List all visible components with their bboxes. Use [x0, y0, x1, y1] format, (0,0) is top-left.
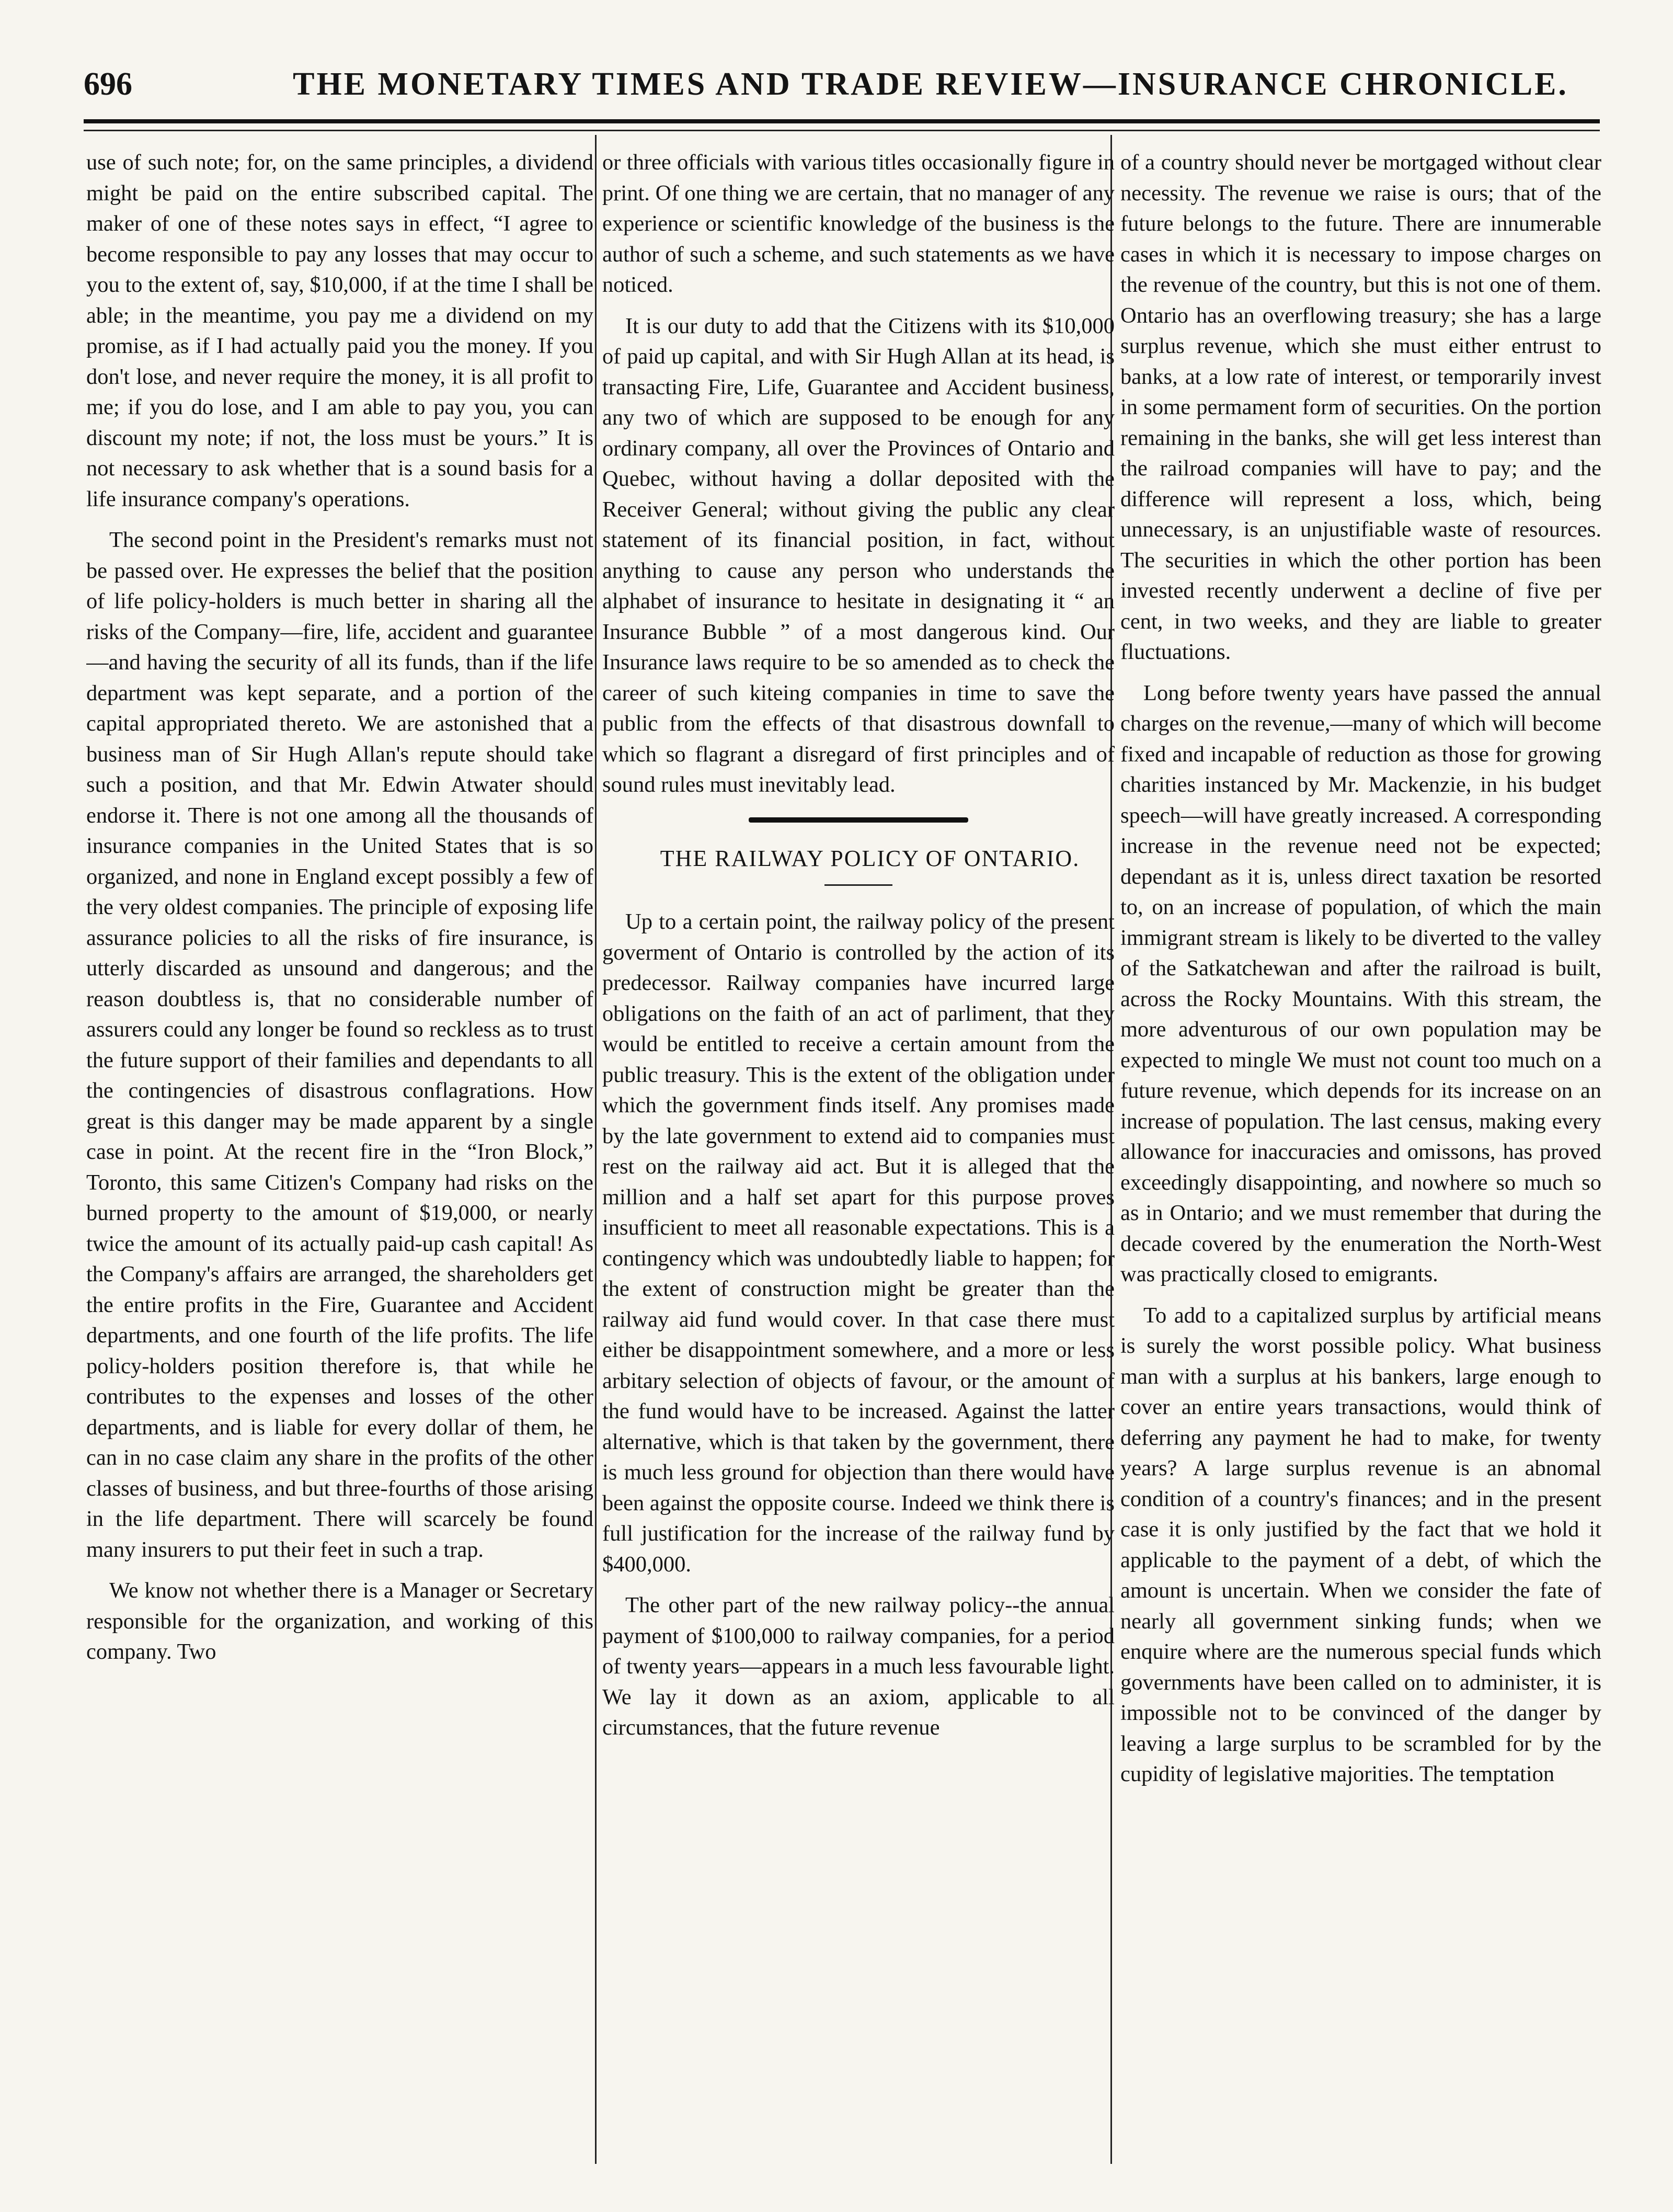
column-3 — [1120, 147, 1601, 2171]
paragraph: Up to a certain point, the railway policy of the present goverment of Ontario is controlled by the action of its predecessor. Railway companies have incurred large obligations on the faith of an act of parliment, that they would be entitled to receive a certain amount from the public treasury. This is the extent of the obligation under which the government finds itself. Any promises made by the late government to extend aid to companies must rest on the railway aid act. But it is alleged that the million and a half set apart for this purpose proves insufficient to meet all reasonable expectations. This is a contingency which was undoubtedly liable to happen; for the extent of construction might be greater than the railway aid fund would cover. In that case there must either be disappointment somewhere, and a more or less arbitary selection of objects of favour, or the amount of the fund would have to be increased. Against the latter alternative, which is that taken by the government, there is much less ground for objection than there would have been against the opposite course. Indeed we think there is full justification for the increase of the railway fund by $400,000. — [602, 909, 1115, 1577]
section-heading: THE RAILWAY POLICY OF ONTARIO. — [660, 845, 1080, 871]
column-1 — [86, 147, 593, 2171]
paragraph: use of such note; for, on the same principles, a dividend might be paid on the entire subscribed capital. The maker of one of these notes says in effect, “I agree to become responsible to pay any losses that may occur to you to the extent of, say, $10,000, if at the time I shall be able; in the meantime, you pay me a dividend on my promise, as if I had actually paid you the money. If you don't lose, and never require the money, it is all profit to me; if you do lose, and I am able to pay you, you can discount my note; if not, the loss must be yours.” It is not necessary to ask whether that is a sound basis for a life insurance company's operations. — [86, 150, 593, 511]
section-ornament — [749, 817, 968, 823]
publication-title: THE MONETARY TIMES AND TRADE REVIEW—INSURANCE CHRONICLE. — [293, 66, 1568, 102]
paragraph: The other part of the new railway policy--the annual payment of $100,000 to railway companies, for a period of twenty years—appears in a much less favourable light. We lay it down as an axiom, applicable to all circumstances, that the future revenue — [602, 1593, 1115, 1740]
page-number: 696 — [84, 66, 132, 102]
header-rule-thin — [84, 130, 1600, 131]
paragraph: To add to a capitalized surplus by artificial means is surely the worst possible policy. What business man with a surplus at his bankers, large enough to cover an entire years transactions, would think of deferring any payment he had to make, for twenty years? A large surplus revenue is an abnomal condition of a country's finances; and in the present case it is only justified by the fact that we hold it applicable to the payment of a debt, of which the amount is uncertain. When we consider the fate of nearly all government sinking funds; when we enquire where are the numerous special funds which governments have been called on to administer, it is impossible not to be convinced of the danger by leaving a large surplus to be scrambled for by the cupidity of legislative majorities. The temptation — [1120, 1303, 1601, 1786]
column-2 — [602, 147, 1115, 2171]
paragraph: Long before twenty years have passed the annual charges on the revenue,—many of which will become fixed and incapable of reduction as those for growing charities instanced by Mr. Mackenzie, in his budget speech—will have greatly increased. A corresponding increase in the revenue need not be expected; dependant as it is, unless direct taxation be resorted to, on an increase of population, of which the main immigrant stream is likely to be diverted to the valley of the Satkatchewan and after the railroad is built, across the Rocky Mountains. With this stream, the more adventurous of our own population may be expected to mingle We must not count too much on a future revenue, which depends for its increase on an increase of population. The last census, making every allowance for inaccuracies and omissons, has proved exceedingly disappointing, and nowhere so much so as in Ontario; and we must remember that during the decade covered by the enumeration the North-West was practically closed to emigrants. — [1120, 680, 1601, 1286]
column-divider — [595, 135, 597, 2164]
paragraph: of a country should never be mortgaged without clear necessity. The revenue we raise is ours; that of the future belongs to the future. There are innumerable cases in which it is necessary to impose charges on the revenue of the country, but this is not one of them. Ontario has an overflowing treasury; she has a large surplus revenue, which she must either entrust to banks, at a low rate of interest, or temporarily invest in some permament form of securities. On the portion remaining in the banks, she will get less interest than the railroad companies will have to pay; and the difference will represent a loss, which, being unnecessary, is an unjustifiable waste of resources. The securities in which the other portion has been invested recently underwent a decline of five per cent, in two weeks, and they are liable to greater fluctuations. — [1120, 150, 1601, 664]
paragraph: or three officials with various titles occasionally figure in print. Of one thing we are certain, that no manager of any experience or scientific knowledge of the business is the author of such a scheme, and such statements as we have noticed. — [602, 150, 1115, 297]
header-rule-thick — [84, 119, 1600, 123]
heading-underline — [824, 884, 892, 886]
paragraph: It is our duty to add that the Citizens with its $10,000 of paid up capital, and with Sir Hugh Allan at its head, is transacting Fire, Life, Guarantee and Accident business, any two of which are supposed to be enough for any ordinary company, all over the Provinces of Ontario and Quebec, without having a dollar deposited with the Receiver General; without giving the public any clear statement of its financial position, in fact, without anything to cause any person who understands the alphabet of insurance to hesitate in designating it “ an Insurance Bubble ” of a most dangerous kind. Our Insurance laws require to be so amended as to check the career of such kiteing companies in time to save the public from the effects of that disastrous downfall to which so flagrant a disregard of first principles and of sound rules must inevitably lead. — [602, 313, 1115, 797]
paragraph: The second point in the President's remarks must not be passed over. He expresses the belief that the position of life policy-holders is much better in sharing all the risks of the Company—fire, life, accident and guarantee—and having the security of all its funds, than if the life department was kept separate, and a portion of the capital appropriated thereto. We are astonished that a business man of Sir Hugh Allan's repute should take such a position, and that Mr. Edwin Atwater should endorse it. There is not one among all the thousands of insurance companies in the United States that is so organized, and none in England except possibly a few of the very oldest companies. The principle of exposing life assurance policies to all the risks of fire insurance, is utterly discarded as unsound and dangerous; and the reason doubtless is, that no considerable number of assurers could any longer be found so reckless as to trust the future support of their families and dependants to all the contingencies of disastrous conflagrations. How great is this danger may be made apparent by a single case in point. At the recent fire in the “Iron Block,” Toronto, this same Citizen's Company had risks on the burned property to the amount of $19,000, or nearly twice the amount of its actually paid-up cash capital! As the Company's affairs are arranged, the shareholders get the entire profits in the Fire, Guarantee and Accident departments, and one fourth of the life profits. The life policy-holders position therefore is, that while he contributes to the expenses and losses of the other departments, and is liable for every dollar of them, he can in no case claim any share in the profits of the other classes of business, and but three-fourths of those arising in the life department. There will scarcely be found many insurers to put their feet in such a trap. — [86, 528, 593, 1562]
paragraph: We know not whether there is a Manager or Secretary responsible for the organization, and working of this company. Two — [86, 1578, 593, 1664]
page-header — [84, 63, 1600, 110]
